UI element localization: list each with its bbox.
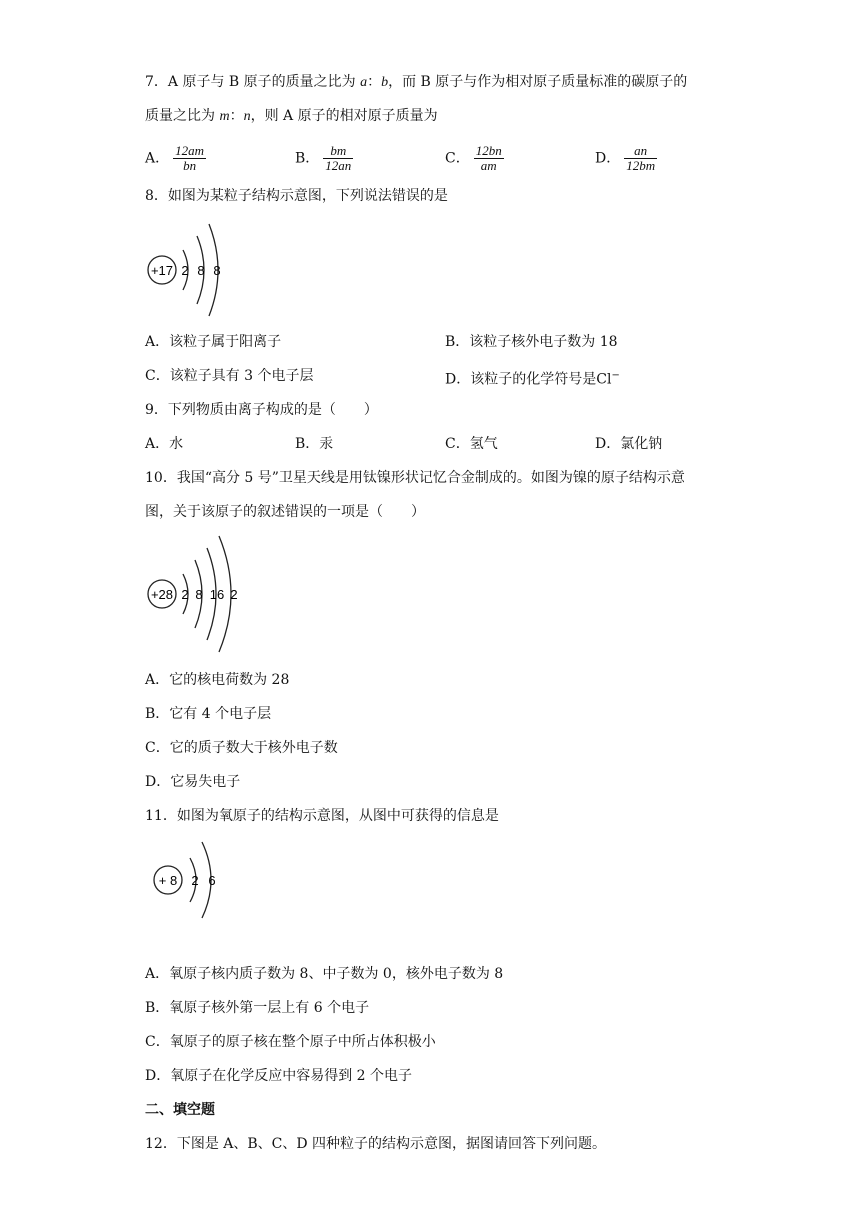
q8-option-a[interactable]: A．该粒子属于阳离子 [145,334,282,350]
q9-option-c[interactable]: C．氢气 [445,436,498,452]
ratio-sign: ： [229,108,244,124]
denominator: 12an [325,158,352,173]
nucleus-charge: + 8 [158,873,178,888]
q10-option-a[interactable]: A．它的核电荷数为 28 [145,672,290,688]
fraction [323,144,353,173]
var-n: n [243,109,251,124]
q10-option-b[interactable]: B．它有 4 个电子层 [145,706,272,722]
shell-electron-count: 16 [209,587,225,602]
numerator: 12am [175,143,205,158]
q7-option-d[interactable] [595,144,657,173]
option-label: B． [295,150,320,167]
q8-option-b[interactable]: B．该粒子核外电子数为 18 [445,334,618,350]
q11-option-a[interactable]: A．氧原子核内质子数为 8、中子数为 0，核外电子数为 8 [145,966,504,982]
q9-stem: 9．下列物质由离子构成的是（ ） [145,402,378,418]
fraction [624,144,657,173]
denominator: 12bm [626,158,656,173]
shell-electron-count: 8 [197,263,205,278]
ion-charge: − [611,370,620,381]
q9-option-a[interactable]: A．水 [145,436,184,452]
numerator: 12bn [475,143,502,158]
denominator: bn [183,158,197,173]
option-label: D． [595,150,621,167]
fraction [474,144,504,173]
q8-stem: 8．如图为某粒子结构示意图，下列说法错误的是 [145,188,448,204]
oxygen-atom-diagram [150,838,230,922]
shell-electron-count: 8 [213,263,221,278]
q8-option-c[interactable]: C．该粒子具有 3 个电子层 [145,368,314,384]
q11-stem: 11．如图为氧原子的结构示意图，从图中可获得的信息是 [145,808,499,824]
chemical-symbol: Cl [596,371,612,388]
q7-option-c[interactable] [445,144,504,173]
q11-option-b[interactable]: B．氧原子核外第一层上有 6 个电子 [145,1000,370,1016]
option-text: D．该粒子的化学符号是 [445,371,597,388]
shell-electron-count: 6 [208,873,216,888]
var-b: b [381,75,389,90]
fraction [173,144,206,173]
q7-option-b[interactable] [295,144,353,173]
q10-stem-line1: 10．我国“高分 5 号”卫星天线是用钛镍形状记忆合金制成的。如图为镍的原子结构示意 [145,470,685,486]
numerator: an [624,144,657,159]
option-label: A． [145,150,170,167]
section-heading: 二、填空题 [145,1102,215,1118]
q10-stem-line2: 图，关于该原子的叙述错误的一项是（ ） [145,504,425,520]
q8-option-d[interactable] [445,366,620,390]
q11-option-d[interactable]: D．氧原子在化学反应中容易得到 2 个电子 [145,1068,413,1084]
shell-electron-count: 2 [230,587,238,602]
q7-option-a[interactable] [145,144,206,173]
q7-text: 质量之比为 [145,108,220,124]
q9-option-d[interactable]: D．氯化钠 [595,436,663,452]
option-label: C． [445,150,470,167]
var-m: m [219,109,230,124]
q7-text: ，而 B 原子与作为相对原子质量标准的碳原子的 [388,74,688,90]
q7-stem-line1 [145,72,687,93]
q7-stem-line2 [145,106,438,127]
nucleus-charge: +17 [150,263,174,278]
var-a: a [360,75,368,90]
denominator: am [480,158,497,173]
nucleus-charge: +28 [150,587,174,602]
nickel-atom-diagram [145,532,255,660]
q7-text: 7．A 原子与 B 原子的质量之比为 [145,74,361,90]
numerator: bm [323,144,353,159]
q10-option-c[interactable]: C．它的质子数大于核外电子数 [145,740,338,756]
q12-stem: 12．下图是 A、B、C、D 四种粒子的结构示意图，据图请回答下列问题。 [145,1136,607,1152]
shell-electron-count: 2 [181,587,189,602]
q10-option-d[interactable]: D．它易失电子 [145,774,241,790]
chlorine-ion-diagram [145,218,235,324]
shell-electron-count: 8 [195,587,203,602]
shell-electron-count: 2 [191,873,199,888]
q11-option-c[interactable]: C．氧原子的原子核在整个原子中所占体积极小 [145,1034,436,1050]
shell-electron-count: 2 [181,263,189,278]
q7-text: ，则 A 原子的相对原子质量为 [250,108,438,124]
q9-option-b[interactable]: B．汞 [295,436,334,452]
ratio-sign: ： [367,74,382,90]
